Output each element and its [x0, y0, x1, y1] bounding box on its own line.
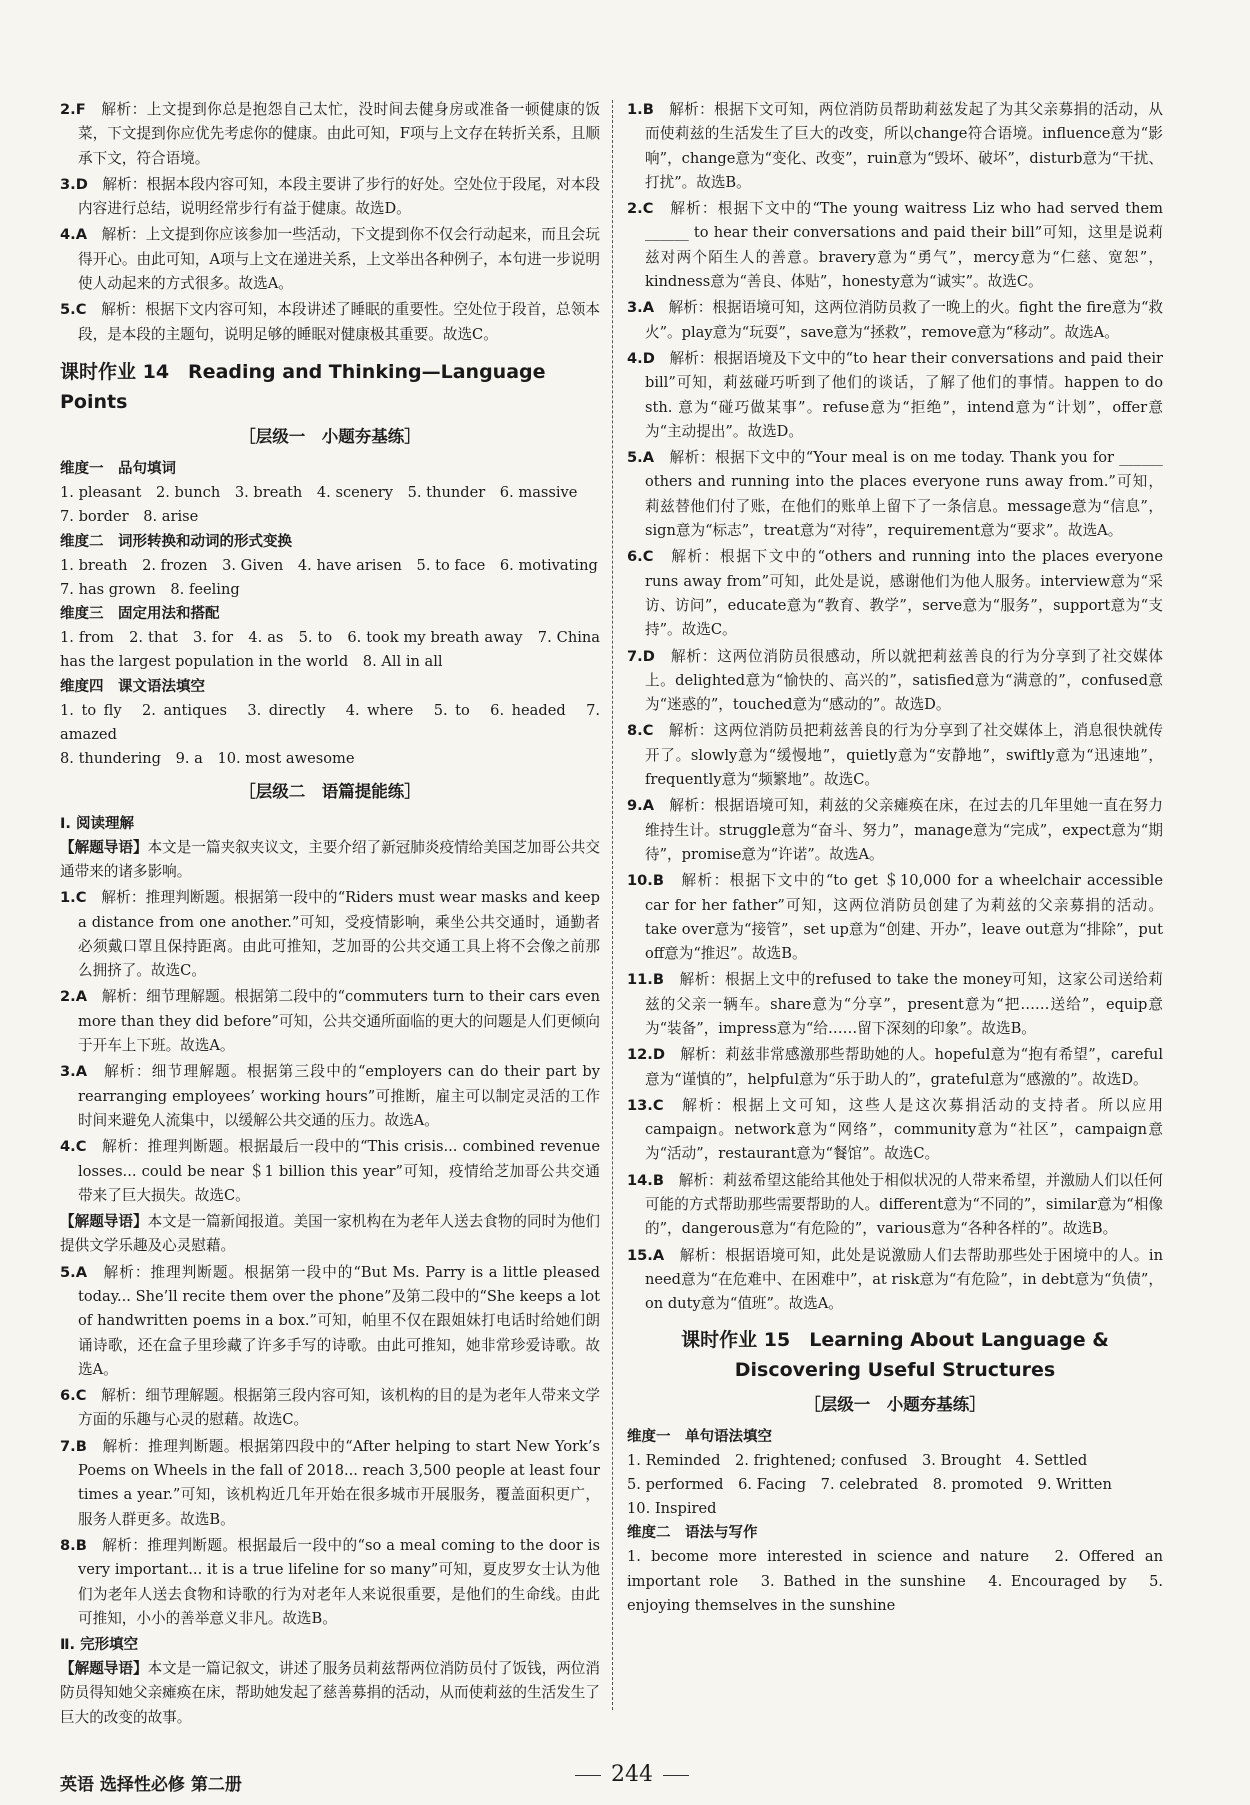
- answer-explanation: 解析：根据下文中的“others and running into the places everyone runs away from”可知，此处是说，感谢他们为他人服务。interview意为“采访、访问”，educate意为“教育、教学”，serve意为“服务”，support意为“支持”。故选C。: [645, 548, 1163, 639]
- answer-explanation: 解析：这两位消防员把莉兹善良的行为分享到了社交媒体上，消息很快就传开了。slowly意为“缓慢地”，quietly意为“安静地”，swiftly意为“迅速地”，frequently意为“频繁地”。故选C。: [645, 722, 1163, 789]
- section-15-level-one: ［层级一 小题夯基练］: [804, 1394, 986, 1414]
- answer-number: 13.C: [627, 1096, 664, 1114]
- answer-item: [60, 886, 600, 983]
- answer-number: 8.C: [627, 722, 654, 740]
- answer-explanation: 解析：细节理解题。根据第二段中的“commuters turn to their cars even more than they did before”可知，公共交通所面临的更大的问题是人们更倾向于开车上下班。故选A。: [78, 988, 600, 1055]
- answer-item: [60, 1060, 600, 1133]
- answer-explanation: 解析：根据语境可知，此处是说激励人们去帮助那些处于困境中的人。in need意为“在危难中、在困难中”，at risk意为“有危险”，in debt意为“负债”，on duty意为“值班”。故选A。: [645, 1246, 1163, 1313]
- right-column: [627, 98, 1163, 1618]
- answer-item: [60, 1384, 600, 1433]
- guide-2-label: 【解题导语】: [60, 1213, 148, 1231]
- answer-number: 2.F: [60, 101, 86, 118]
- guide-3-text: 本文是一篇记叙文，讲述了服务员莉兹帮两位消防员付了饭钱，两位消防员得知她父亲瘫痪在床，帮助她发起了慈善募捐的活动，从而使莉兹的生活发生了巨大的改变的故事。: [60, 1660, 600, 1726]
- answer-explanation: 解析：根据本段内容可知，本段主要讲了步行的好处。空处位于段尾，对本段内容进行总结，说明经常步行有益于健康。故选D。: [78, 175, 600, 218]
- answer-item: [627, 869, 1163, 966]
- section-14-title: 课时作业 14 Reading and Thinking—Language Points: [60, 360, 546, 413]
- answer-number: 6.C: [60, 1387, 87, 1405]
- answer-explanation: 解析：莉兹希望这能给其他处于相似状况的人带来希望，并激励人们以任何可能的方式帮助那些需要帮助的人。different意为“不同的”，similar意为“相像的”，dangerous意为“有危险的”，various意为“各种各样的”。故选B。: [645, 1171, 1163, 1238]
- answer-item: [627, 1043, 1163, 1092]
- answer-number: 7.B: [60, 1437, 87, 1455]
- dimension-heading: 维度二 语法与写作: [627, 1525, 758, 1542]
- answer-item: [627, 296, 1163, 345]
- answer-number: 9.A: [627, 797, 654, 815]
- reading-answers-2: [60, 1261, 600, 1631]
- answer-number: 8.B: [60, 1536, 87, 1554]
- answer-item: [60, 985, 600, 1058]
- dimension-heading: 维度一 单句语法填空: [627, 1428, 772, 1445]
- dimension-answers: 1. to fly 2. antiques 3. directly 4. where 5. to 6. headed 7. amazed: [60, 701, 600, 744]
- answer-explanation: 解析：推理判断题。根据最后一段中的“so a meal coming to the door is very important... it is a true lifeline for so many”可知，夏皮罗女士认为他们为老年人送去食物和诗歌的行为对老年人来说很重要，是他们的生命线。由此可推知，小小的善举意义非凡。故选B。: [78, 1536, 600, 1627]
- answer-number: 5.A: [60, 1263, 87, 1281]
- reading-answers-1: [60, 886, 600, 1208]
- dimension-answers: 7. border 8. arise: [60, 508, 199, 526]
- answer-explanation: 解析：根据下文中的“Your meal is on me today. Thank you for ______ others and running into the places everyone runs away from.”可知，莉兹替他们付了账，在他们的账单上留下了一条信息。message意为“信息”，sign意为“标志”，treat意为“对待”，requirement意为“要求”。故选A。: [645, 449, 1163, 540]
- answer-explanation: 解析：这两位消防员很感动，所以就把莉兹善良的行为分享到了社交媒体上。delighted意为“愉快的、高兴的”，satisfied意为“满意的”，confused意为“迷惑的”，touched意为“感动的”。故选D。: [645, 647, 1163, 714]
- answer-item: [60, 298, 600, 347]
- footer-page-number: [565, 1762, 699, 1787]
- answer-item: [627, 446, 1163, 543]
- page-number: 244: [611, 1762, 653, 1787]
- dimension-heading: 维度二 词形转换和动词的形式变换: [60, 533, 292, 550]
- answer-number: 4.A: [60, 226, 87, 244]
- answer-number: 3.D: [60, 175, 88, 193]
- left-top-answers: [60, 98, 600, 347]
- answer-item: [60, 1261, 600, 1382]
- answer-explanation: 解析：细节理解题。根据第三段中的“employers can do their part by rearranging employees’ working hours”可推断，雇主可以制定灵活的工作时间来避免人流集中，以缓解公共交通的压力。故选A。: [78, 1063, 600, 1129]
- cloze-answers: [627, 98, 1163, 1317]
- guide-1-text: 本文是一篇夹叙夹议文，主要介绍了新冠肺炎疫情给美国芝加哥公共交通带来的诸多影响。: [60, 838, 600, 880]
- answer-number: 5.A: [627, 449, 654, 467]
- answer-number: 3.A: [627, 299, 654, 317]
- dimension-answers: 1. become more interested in science and nature 2. Offered an important role 3. Bathed in the sunshine 4. Encouraged by 5. enjoying themselves in the sunshine: [627, 1548, 1163, 1615]
- left-column: [60, 98, 600, 1732]
- answer-number: 10.B: [627, 872, 664, 890]
- guide-1-label: 【解题导语】: [60, 838, 148, 856]
- answer-number: 4.D: [627, 349, 655, 367]
- answer-item: [60, 1435, 600, 1532]
- dimension-answers: 1. pleasant 2. bunch 3. breath 4. scenery 5. thunder 6. massive: [60, 483, 578, 501]
- answer-explanation: 解析：根据语境可知，莉兹的父亲瘫痪在床，在过去的几年里她一直在努力维持生计。struggle意为“奋斗、努力”，manage意为“完成”，expect意为“期待”，promise意为“许诺”。故选A。: [645, 797, 1163, 863]
- answer-item: [60, 1534, 600, 1631]
- answer-item: [627, 968, 1163, 1041]
- dimension-answers: 5. performed 6. Facing 7. celebrated 8. promoted 9. Written: [627, 1475, 1112, 1493]
- answer-number: 5.C: [60, 301, 87, 319]
- section-14-level-one: ［层级一 小题夯基练］: [239, 426, 421, 446]
- answer-item: [627, 1244, 1163, 1317]
- answer-item: [627, 1094, 1163, 1167]
- answer-number: 3.A: [60, 1063, 87, 1081]
- answer-number: 6.C: [627, 548, 654, 566]
- section-15-title-line-2: Discovering Useful Structures: [734, 1358, 1056, 1381]
- answer-explanation: 解析：根据下文中的“The young waitress Liz who had served them ______ to hear their conversations and paid their bill”可知，这里是说莉兹对两个陌生人的善意。bravery意为“勇气”，mercy意为“仁慈、宽恕”，kindness意为“善良、体贴”，honesty意为“诚实”。故选C。: [645, 200, 1163, 291]
- answer-number: 11.B: [627, 971, 664, 989]
- column-divider: [612, 100, 613, 1710]
- dimension-answers: 7. has grown 8. feeling: [60, 580, 240, 598]
- dimension-answers: 1. Reminded 2. frightened; confused 3. Brought 4. Settled: [627, 1451, 1088, 1469]
- answer-number: 1.C: [60, 889, 87, 907]
- dimension-heading: 维度四 课文语法填空: [60, 678, 205, 695]
- answer-item: [627, 1169, 1163, 1242]
- answer-explanation: 解析：根据语境及下文中的“to hear their conversations and paid their bill”可知，莉兹碰巧听到了他们的谈话，了解了他们的事情。happen to do sth. 意为“碰巧做某事”。refuse意为“拒绝”，intend意为“计划”，offer意为“主动提出”。故选D。: [645, 349, 1163, 440]
- section-15-title-line-1: 课时作业 15 Learning About Language &: [681, 1328, 1109, 1351]
- dimension-heading: 维度一 品句填词: [60, 460, 176, 477]
- answer-number: 2.C: [627, 200, 654, 218]
- answer-number: 7.D: [627, 647, 655, 665]
- answer-explanation: 解析：根据下文中的“to get ＄10,000 for a wheelchair accessible car for her father”可知，这两位消防员创建了为莉兹的父亲募捐的活动。take over意为“接管”，set up意为“创建、开办”，leave out意为“排除”，put off意为“推迟”。故选B。: [645, 872, 1163, 963]
- answer-number: 4.C: [60, 1138, 87, 1156]
- answer-explanation: 解析：根据下文内容可知，本段讲述了睡眠的重要性。空处位于段首，总领本段，是本段的主题句，说明足够的睡眠对健康极其重要。故选C。: [78, 301, 600, 343]
- section-14-level-two: ［层级二 语篇提能练］: [239, 781, 421, 801]
- answer-item: [60, 223, 600, 296]
- answer-item: [60, 173, 600, 222]
- answer-explanation: 解析：推理判断题。根据第四段中的“After helping to start New York’s Poems on Wheels in the fall of 2018... reach 3,500 people at least four times a year.”可知，该机构近几年开始在很多城市开展服务，覆盖面积更广，服务人群更多。故选B。: [78, 1437, 600, 1528]
- guide-3-label: 【解题导语】: [60, 1660, 148, 1678]
- answer-number: 2.A: [60, 988, 87, 1006]
- answer-explanation: 解析：根据上文中的refused to take the money可知，这家公司送给莉兹的父亲一辆车。share意为“分享”，present意为“把……送给”，equip意为“装备”，impress意为“给……留下深刻的印象”。故选B。: [645, 971, 1163, 1037]
- answer-item: [627, 98, 1163, 195]
- answer-item: [60, 98, 600, 171]
- answer-item: [627, 197, 1163, 294]
- guide-3: [60, 1657, 600, 1730]
- section-14-dimensions: [60, 457, 600, 772]
- dimension-answers: 10. Inspired: [627, 1500, 717, 1518]
- answer-item: [627, 645, 1163, 718]
- answer-explanation: 解析：上文提到你总是抱怨自己太忙，没时间去健身房或准备一顿健康的饭菜，下文提到你应优先考虑你的健康。由此可知，F项与上文存在转折关系，且顺承下文，符合语境。: [78, 101, 600, 167]
- answer-explanation: 解析：根据下文可知，两位消防员帮助莉兹发起了为其父亲募捐的活动，从而使莉兹的生活发生了巨大的改变，所以change符合语境。influence意为“影响”，change意为“变化、改变”，ruin意为“毁坏、破坏”，disturb意为“干扰、打扰”。故选B。: [645, 101, 1163, 191]
- answer-number: 15.A: [627, 1246, 665, 1264]
- dimension-answers: 1. from 2. that 3. for 4. as 5. to 6. took my breath away 7. China has the largest population in the world 8. All in all: [60, 629, 600, 671]
- answer-item: [627, 794, 1163, 867]
- dimension-heading: 维度三 固定用法和搭配: [60, 606, 220, 623]
- answer-explanation: 解析：根据语境可知，这两位消防员救了一晚上的火。fight the fire意为“救火”。play意为“玩耍”，save意为“拯救”，remove意为“移动”。故选A。: [645, 299, 1163, 341]
- answer-item: [627, 545, 1163, 642]
- answer-explanation: 解析：细节理解题。根据第三段内容可知，该机构的目的是为老年人带来文学方面的乐趣与心灵的慰藉。故选C。: [78, 1387, 600, 1429]
- answer-number: 1.B: [627, 101, 654, 118]
- footer-book-title: 英语 选择性必修 第二册: [60, 1775, 242, 1795]
- section-15-dimensions: [627, 1425, 1163, 1619]
- answer-explanation: 解析：根据上文可知，这些人是这次募捐活动的支持者。所以应用campaign。network意为“网络”，community意为“社区”，campaign意为“活动”，restaurant意为“餐馆”。故选C。: [645, 1096, 1163, 1163]
- cloze-heading: Ⅱ. 完形填空: [60, 1637, 139, 1654]
- guide-2-text: 本文是一篇新闻报道。美国一家机构在为老年人送去食物的同时为他们提供文学乐趣及心灵慰藉。: [60, 1213, 600, 1255]
- answer-number: 14.B: [627, 1171, 664, 1189]
- answer-explanation: 解析：上文提到你应该参加一些活动，下文提到你不仅会行动起来，而且会玩得开心。由此可知，A项与上文在递进关系，上文举出各种例子，本句进一步说明使人动起来的方式很多。故选A。: [78, 226, 600, 293]
- guide-2: [60, 1210, 600, 1259]
- answer-explanation: 解析：推理判断题。根据第一段中的“Riders must wear masks and keep a distance from one another.”可知，受疫情影响，乘坐公共交通时，通勤者必须戴口罩且保持距离。由此可推知，芝加哥的公共交通工具上将不会像之前那么拥挤了。故选C。: [78, 889, 600, 980]
- dimension-answers: 8. thundering 9. a 10. most awesome: [60, 750, 355, 768]
- dimension-answers: 1. breath 2. frozen 3. Given 4. have arisen 5. to face 6. motivating: [60, 556, 598, 574]
- guide-1: [60, 836, 600, 885]
- answer-explanation: 解析：莉兹非常感激那些帮助她的人。hopeful意为“抱有希望”，careful意为“谨慎的”，helpful意为“乐于助人的”，grateful意为“感激的”。故选D。: [645, 1046, 1163, 1088]
- answer-item: [60, 1135, 600, 1208]
- reading-heading: Ⅰ. 阅读理解: [60, 815, 134, 832]
- answer-explanation: 解析：推理判断题。根据最后一段中的“This crisis... combined revenue losses... could be near ＄1 billion this year”可知，疫情给芝加哥公共交通带来了巨大损失。故选C。: [78, 1138, 600, 1204]
- answer-item: [627, 347, 1163, 444]
- answer-number: 12.D: [627, 1046, 665, 1064]
- answer-item: [627, 719, 1163, 792]
- answer-explanation: 解析：推理判断题。根据第一段中的“But Ms. Parry is a little pleased today... She’ll recite them over the phone”及第二段中的“She keeps a lot of handwritten poems in a box.”可知，帕里不仅在跟姐妹打电话时给她们朗诵诗歌，还在盒子里珍藏了许多手写的诗歌。由此可推知，她非常珍爱诗歌。故选A。: [78, 1263, 600, 1378]
